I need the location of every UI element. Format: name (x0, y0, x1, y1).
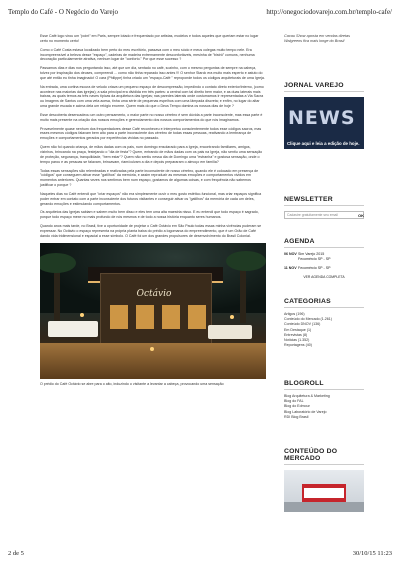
blogroll-link[interactable]: Blog Laboratório de Varejo (284, 409, 327, 414)
newsletter-ok-button[interactable]: OK (358, 213, 364, 218)
agenda-title: AGENDA (284, 238, 364, 248)
jornal-varejo-widget (284, 82, 364, 149)
agenda-text: Sim Varejo 2015 Fecomércio SP - SP (298, 252, 331, 261)
article-paragraph: Esse descoberta desencadeou um outro pensamento, o maior parte no nosso cérebro é sem dúvida a parte inconsciente, mas essa parte é muito mais presente na criação dos nossos emoções e gerenciamento dos nossos comportamentos do que nós imaginamos. (40, 112, 263, 122)
agenda-date: 11 NOV (284, 266, 297, 270)
blogroll-link[interactable]: Blog do FAL (284, 399, 304, 404)
agenda-item[interactable] (284, 266, 364, 271)
agenda-date: 06 NOV (284, 252, 297, 256)
page-title: Templo do Café - O Negócio do Varejo (8, 8, 118, 16)
blogroll-link[interactable]: Blog do Edmour (284, 404, 310, 409)
article-paragraph: Quando anos mais tarde, no Brasil, tive a oportunidade de projetar o Café Octávio em São Paulo todas essas minha vivências puderam se expressar. No Octávio o espaço representa na própria planta baixa do prédio a logomarca do empreendimento, que é um Grão de Café dando vida tridimensional e espacial a esse símbolo. O Café foi um dos grandes propulsores de desenvolvimento do Brasil Colonial. (40, 224, 262, 238)
categorias-widget (284, 298, 364, 348)
newsletter-title: NEWSLETTER (284, 196, 364, 206)
jornal-title: JORNAL VAREJO (284, 82, 364, 92)
blogroll-title: BLOGROLL (284, 380, 364, 390)
print-footer (8, 550, 392, 560)
mercado-title: CONTEÚDO DO MERCADO (284, 448, 364, 465)
news-banner[interactable] (284, 97, 364, 149)
newsletter-widget (284, 196, 364, 219)
cafe-sign: Octávio (136, 288, 172, 299)
article-paragraph: Na entrada, uma cortina escura de veludo criava um pequeno espaço de descompressão, impedindo o contato direto exterior/interno, (como acontece nas maiorias das igrejas); a sala principal era dividida em três partes: a central com tal direito bem maior, e as duas laterais mais baixas, as quais temos as três naves típicas da arquitetura das igrejas; nas paredes laterais onde costumamos ir representadas a Via Sacra ou Imagens de Santos com uma vela acesa, tinha uma série de pequenas espelhos com uma lâmpada discreta; e enfim, no lugar do altar uma grande escada e acima dela um relógio enorme. Quem mais do que o Deus Tempo domina os nossos dias de hoje ? (40, 84, 264, 109)
article-paragraph: Todas essas sensações são relembradas e reativadas pela parte inconsciente de nosso cérebro, quando ele é colocado em presença de "códigos" que conseguem ativar esse "gatilhos" da memória, e assim reproduzir as mesmas emoções e comportamentos vividos em momentos anteriores. Quantas vezes nos sentimos bem num espaço, gostamos de algumas coisas, e com frequência não sabemos justificar o porque ? (40, 168, 259, 188)
print-header (8, 8, 392, 20)
blogroll-link[interactable]: Blog Arquitetura & Marketing (284, 394, 330, 398)
blogroll-link[interactable]: RDI Blog Brasil (284, 414, 309, 419)
category-link[interactable]: Em Destaque (1) (284, 327, 312, 332)
mercado-image[interactable] (284, 470, 364, 512)
category-link[interactable]: Reportagens (40) (284, 343, 312, 348)
related-posts (284, 34, 364, 44)
print-datetime: 30/10/15 11:23 (352, 550, 392, 557)
article-paragraph: Como o Café Costa estava localizado bem perto do meu escritório, passava com o meu sócio e meus colegas muito tempo nele. Era incompreensível a beleza desse "espaço", cadeiras de madeira extremamente desconfortáveis, mesinha de "bistrô" comuns, nenhuma decoração particularmente atrativa, nenhum lugar de "conforto." Por que esse sucesso ? (40, 47, 255, 62)
article-paragraph: Os arquitetos das Igrejas sabiam e sabem muito bem disso e eles tem uma alta maestria nisso. E eu entendi que todo espaço é sagrado, porque todo espaço mexe no mais profundo de nós mesmos e de todo a nossa história enquanto seres humanos. (40, 210, 259, 220)
category-link[interactable]: Entrevistas (8) (284, 332, 308, 337)
category-link[interactable]: Conteúdo DNOV (136) (284, 322, 321, 327)
agenda-all-link[interactable]: VER AGENDA COMPLETA (303, 275, 345, 279)
mercado-widget (284, 448, 364, 512)
article-paragraph: Naqueles dias no Café entendi que "criar espaços" não era simplesmente ouvir o meu gosto estético-funcional, mas criar espaços significa poder entrar em contato com a parte inconsciente dos futuros visitantes e conseguir ativar os "gatilhos" da memória de cada um deles, gerando emoções e estimulando comportamentos. (40, 191, 262, 206)
agenda-item[interactable] (284, 252, 364, 262)
related-links[interactable]: Cacau Show aposta em vendas diretas Walgreens fica mais longe do Brasil (284, 34, 351, 43)
category-link[interactable]: Conteúdo do Mercado (1.261) (284, 317, 332, 322)
categorias-title: CATEGORIAS (284, 298, 364, 308)
cafe-octavio-photo (40, 243, 266, 379)
article-paragraph: Passamos dias e dias nos perguntando isso, até que um dia, sentado no café, sozinho, com o mesmo perguntas de sempre na cabeça, tolvez por inspiração dos deuses, compreendi ... como não tinha reparado isso antes !!! O senhor Starck era muito mais esperto e astuto do que até então eu tinha imaginado! O cara (Philippe) tinha criado um "espaço-Café " reproponde todos os códigos arquiteturais de uma Igreja. (40, 66, 265, 80)
news-cta: Clique aqui e leia a edição de hoje. (287, 141, 360, 146)
article-body (40, 34, 265, 390)
newsletter-email-input[interactable]: Cadastre gratuitamente seu email (284, 211, 364, 219)
article-paragraph: Quem não foi quando criança, de mãos dadas com os pais, num domingo ensolarado para a Igreja, encontrando familiares, amigos, vizinhos, brincando na praça, festejando o "dia de festa"? Quem, entrando de mãos dadas com os pais na Igreja, não sentiu uma sensação de proteção, segurança, tranquilidade, "bem estar"? Quem não sentiu nessa dia de Domingo uma "estranha" e gostosa sensação, onde o tempo parou e as pessoas se falavam, brincavam, riam/culvam a dia e depois prepararam o almoço em família? (40, 145, 263, 164)
agenda-text: Fecomércio SP - SP (298, 266, 331, 270)
article-paragraph: Provavelmente quase nenhum dos frequentadores desse Café reconheceu e interpretou conscientemente todos esse códigos sacros, mas esses mesmos códigos falavam bem alto para a parte inconsciente dos cérebro de todas essas pessoas, reativando a lembrança de emoções e comportamentos gerados por experiências vividas no passado. (40, 126, 262, 141)
page-number: 2 de 5 (8, 550, 24, 557)
photo-caption: O prédio do Café Octávio se abre para o alto, induzindo o visitante a levantar a cabeça, provocando uma sensação (40, 381, 224, 386)
article-paragraph: Esse Café logo virou um "point" em Paris, sempre lotado e frequentado por artistas, modelos e todos aqueles que queriam estar no lugar certo no momento certo! (40, 34, 259, 43)
page-url[interactable]: http://onegociodovarejo.com.br/templo-cafe/ (266, 8, 392, 16)
category-link[interactable]: Artigos (196) (284, 312, 305, 316)
category-link[interactable]: Notícias (1.352) (284, 338, 310, 343)
news-word: NEWS (288, 107, 356, 129)
agenda-widget (284, 238, 364, 279)
blogroll-widget (284, 380, 364, 420)
